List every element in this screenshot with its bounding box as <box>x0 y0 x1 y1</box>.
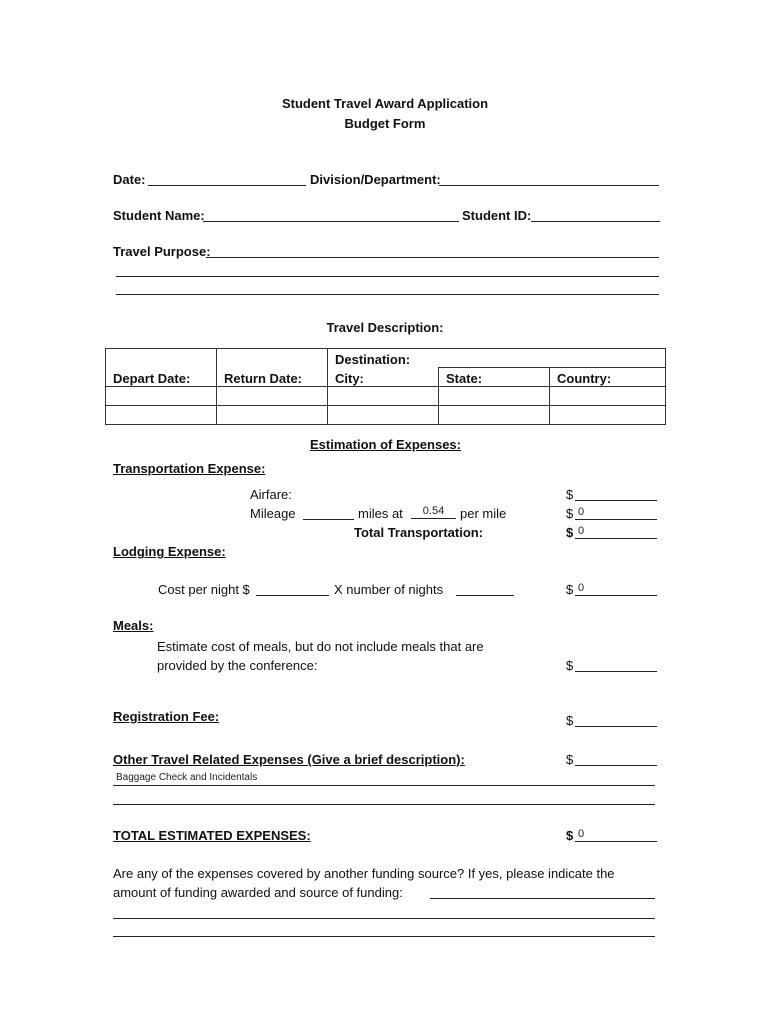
mileage-amount-field[interactable]: 0 <box>575 505 657 520</box>
country-cell[interactable] <box>550 387 666 406</box>
funding-field[interactable] <box>430 884 655 899</box>
column-return-date: Return Date: <box>217 368 328 387</box>
mileage-rate-field[interactable]: 0.54 <box>411 504 456 519</box>
other-amount-field[interactable] <box>575 751 657 766</box>
airfare-currency: $ <box>566 487 574 502</box>
nights-field[interactable] <box>456 581 514 596</box>
travel-purpose-line-2[interactable] <box>116 276 659 277</box>
funding-line-2[interactable] <box>113 918 655 919</box>
destination-header: Destination: <box>328 349 666 368</box>
funding-question-line-1: Are any of the expenses covered by another funding source? If yes, please indicate the <box>113 866 615 881</box>
return-date-cell[interactable] <box>217 406 328 425</box>
lodging-currency: $ <box>566 582 574 597</box>
other-description-field[interactable]: Baggage Check and Incidentals <box>113 771 655 786</box>
table-header-row-top <box>106 349 666 368</box>
airfare-label: Airfare: <box>250 487 292 502</box>
state-cell[interactable] <box>439 387 550 406</box>
table-cell <box>217 349 328 368</box>
column-depart-date: Depart Date: <box>106 368 217 387</box>
airfare-amount-field[interactable] <box>575 486 657 501</box>
expenses-heading: Estimation of Expenses: <box>310 437 461 452</box>
column-city: City: <box>328 368 439 387</box>
form-title: Student Travel Award Application <box>281 96 489 111</box>
registration-amount-field[interactable] <box>575 712 657 727</box>
travel-description-heading: Travel Description: <box>326 320 444 335</box>
nights-label: X number of nights <box>334 582 444 597</box>
registration-heading: Registration Fee: <box>113 709 220 724</box>
table-row <box>106 387 666 406</box>
table-row <box>106 406 666 425</box>
other-expenses-heading: Other Travel Related Expenses (Give a brief description): <box>113 752 465 767</box>
transportation-heading: Transportation Expense: <box>113 461 266 476</box>
travel-purpose-field[interactable] <box>206 243 659 258</box>
form-subtitle: Budget Form <box>344 116 426 131</box>
other-description-line-2[interactable] <box>113 804 655 805</box>
column-state: State: <box>439 368 550 387</box>
depart-date-cell[interactable] <box>106 406 217 425</box>
total-heading: TOTAL ESTIMATED EXPENSES: <box>113 828 311 843</box>
state-cell[interactable] <box>439 406 550 425</box>
meals-text-line-2: provided by the conference: <box>157 658 318 673</box>
funding-line-3[interactable] <box>113 936 655 937</box>
meals-heading: Meals: <box>113 618 154 633</box>
cost-per-night-field[interactable] <box>256 581 329 596</box>
funding-question-line-2: amount of funding awarded and source of funding: <box>113 885 403 900</box>
total-currency: $ <box>566 828 574 843</box>
travel-description-table <box>105 348 666 425</box>
student-name-label: Student Name: <box>113 208 205 223</box>
mileage-label: Mileage <box>250 506 296 521</box>
city-cell[interactable] <box>328 406 439 425</box>
per-mile-label: per mile <box>460 506 507 521</box>
meals-currency: $ <box>566 658 574 673</box>
travel-purpose-label: Travel Purpose: <box>113 244 211 259</box>
column-country: Country: <box>550 368 666 387</box>
miles-at-label: miles at <box>358 506 403 521</box>
student-id-label: Student ID: <box>462 208 532 223</box>
total-transportation-field[interactable]: 0 <box>575 524 657 539</box>
meals-amount-field[interactable] <box>575 657 657 672</box>
meals-text-line-1: Estimate cost of meals, but do not include meals that are <box>157 639 484 654</box>
city-cell[interactable] <box>328 387 439 406</box>
mileage-miles-field[interactable] <box>303 505 354 520</box>
total-amount-field[interactable]: 0 <box>575 827 657 842</box>
student-name-field[interactable] <box>203 207 459 222</box>
student-id-field[interactable] <box>531 207 660 222</box>
date-field[interactable] <box>148 171 306 186</box>
total-transportation-label: Total Transportation: <box>354 525 484 540</box>
other-currency: $ <box>566 752 574 767</box>
division-label: Division/Department: <box>310 172 441 187</box>
total-transportation-currency: $ <box>566 525 574 540</box>
depart-date-cell[interactable] <box>106 387 217 406</box>
division-field[interactable] <box>439 171 659 186</box>
date-label: Date: <box>113 172 146 187</box>
cost-per-night-label: Cost per night $ <box>158 582 250 597</box>
registration-currency: $ <box>566 713 574 728</box>
return-date-cell[interactable] <box>217 387 328 406</box>
lodging-amount-field[interactable]: 0 <box>575 581 657 596</box>
table-cell <box>106 349 217 368</box>
lodging-heading: Lodging Expense: <box>113 544 226 559</box>
country-cell[interactable] <box>550 406 666 425</box>
mileage-currency: $ <box>566 506 574 521</box>
travel-purpose-line-3[interactable] <box>116 294 659 295</box>
table-header-row <box>106 368 666 387</box>
